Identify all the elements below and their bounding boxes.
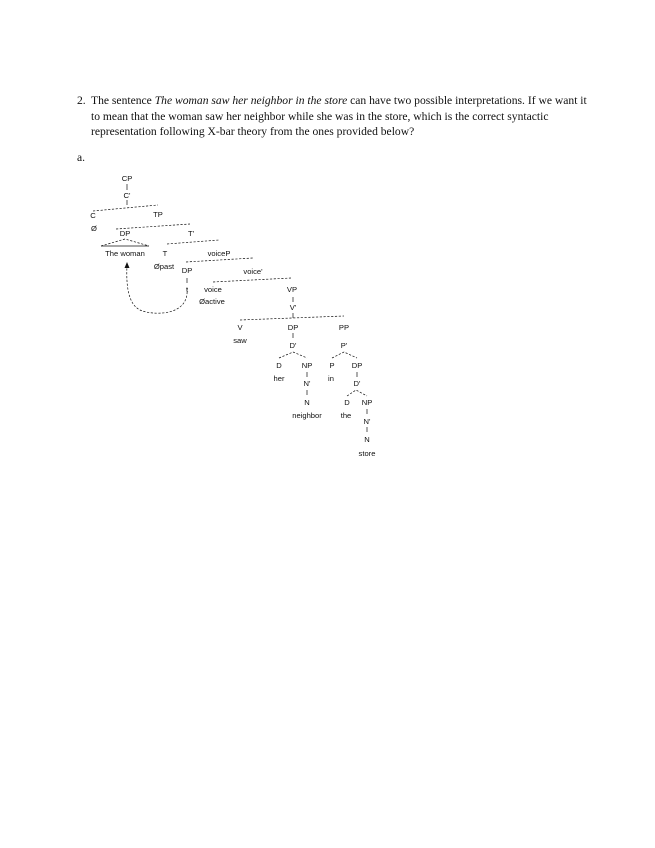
node-dp-object: DP bbox=[287, 323, 299, 332]
node-voice-bar: voice' bbox=[243, 267, 263, 276]
example-sentence: The woman saw her neighbor in the store bbox=[154, 94, 348, 107]
option-a-label: a. bbox=[77, 151, 86, 164]
node-c-null: Ø bbox=[91, 224, 97, 233]
node-c-bar: C' bbox=[123, 191, 131, 200]
node-d-bar-object: D' bbox=[289, 341, 297, 350]
question-rest: can have two possible interpretations. If we want it to mean that the woman saw her neighbor while she was in the store, which is the correct syntactic representation following X-bar theory from the ones provided below? bbox=[91, 94, 587, 138]
node-dp-pp: DP bbox=[351, 361, 363, 370]
node-d-the: D bbox=[344, 398, 350, 407]
leaf-the-woman: The woman bbox=[105, 249, 145, 258]
node-n-neighbor: N bbox=[304, 398, 310, 407]
leaf-neighbor: neighbor bbox=[292, 411, 322, 420]
leaf-her: her bbox=[273, 374, 285, 383]
leaf-saw: saw bbox=[233, 336, 247, 345]
node-t-bar: T' bbox=[187, 229, 195, 238]
node-v-bar: V' bbox=[289, 303, 297, 312]
node-n-store: N bbox=[364, 435, 370, 444]
question-number: 2. bbox=[77, 94, 86, 107]
node-c: C bbox=[90, 211, 96, 220]
node-p: P bbox=[329, 361, 335, 370]
node-d-her: D bbox=[276, 361, 282, 370]
question-lead: The sentence bbox=[91, 94, 155, 107]
leaf-store: store bbox=[358, 449, 376, 458]
node-n-bar-neighbor: N' bbox=[303, 379, 311, 388]
leaf-in: in bbox=[328, 374, 334, 383]
node-voice: voice bbox=[204, 285, 222, 294]
node-t: T bbox=[162, 249, 168, 258]
node-p-bar: P' bbox=[340, 341, 348, 350]
leaf-t-past: Øpast bbox=[153, 262, 175, 271]
node-voice-p: voiceP bbox=[207, 249, 231, 258]
tree-branches bbox=[93, 184, 367, 432]
node-np-neighbor: NP bbox=[301, 361, 313, 370]
leaf-trace: t bbox=[185, 285, 189, 294]
node-dp-trace: DP bbox=[181, 266, 193, 275]
node-cp: CP bbox=[121, 174, 133, 183]
node-np-store: NP bbox=[361, 398, 373, 407]
node-n-bar-store: N' bbox=[363, 417, 371, 426]
node-pp: PP bbox=[338, 323, 350, 332]
node-v: V bbox=[237, 323, 243, 332]
node-tp: TP bbox=[153, 210, 163, 219]
node-d-bar-pp: D' bbox=[353, 379, 361, 388]
leaf-voice-active: Øactive bbox=[199, 297, 225, 306]
node-vp: VP bbox=[286, 285, 298, 294]
node-dp-subject: DP bbox=[119, 229, 131, 238]
leaf-the: the bbox=[340, 411, 352, 420]
